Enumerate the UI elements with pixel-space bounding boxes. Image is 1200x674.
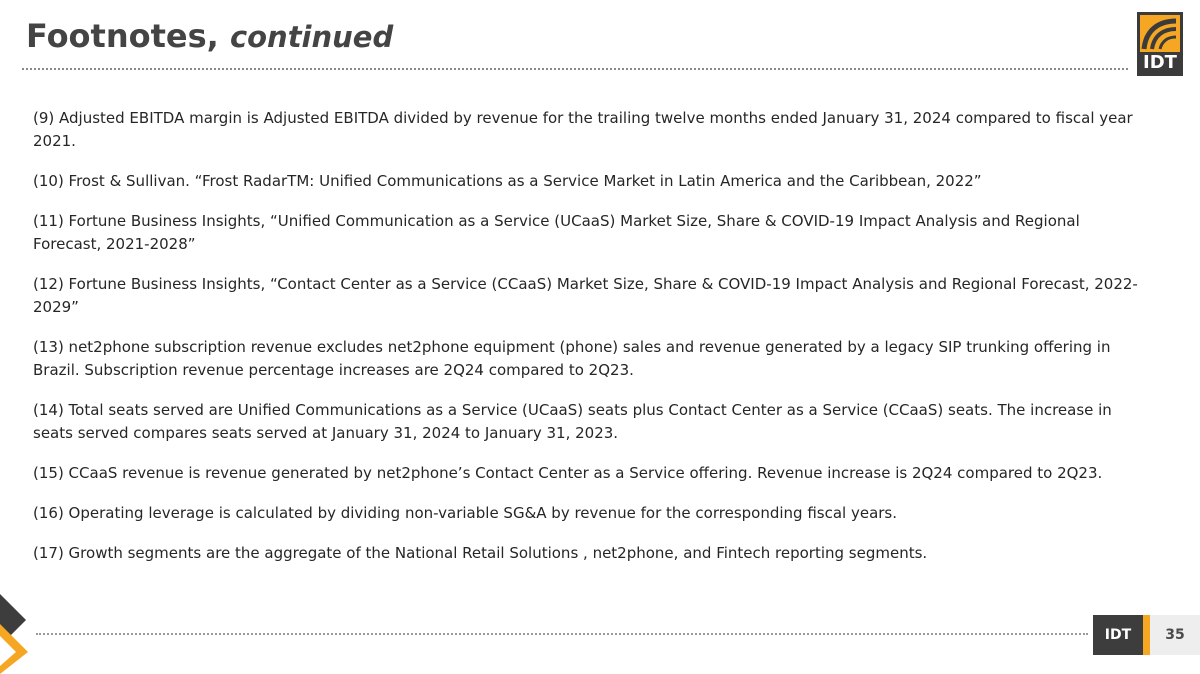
footnote-15: (15) CCaaS revenue is revenue generated by net2phone’s Contact Center as a Service offering. Revenue increase is 2Q24 compared to 2Q23. xyxy=(33,464,1103,482)
footnote-14: (14) Total seats served are Unified Communications as a Service (UCaaS) seats plus Contact Center as a Service (CCaaS) seats. The increase in seats served compares seats served at January 31, 2024 to January 31, 2023. xyxy=(33,401,1112,442)
footer-accent-bar xyxy=(1143,615,1150,655)
logo-text: IDT xyxy=(1143,52,1177,73)
footer-divider xyxy=(36,633,1088,635)
page-title xyxy=(26,14,393,59)
footer-brand-badge: IDT xyxy=(1093,615,1143,655)
footnote-17: (17) Growth segments are the aggregate of the National Retail Solutions , net2phone, and Fintech reporting segments. xyxy=(33,544,928,562)
footnote-12: (12) Fortune Business Insights, “Contact Center as a Service (CCaaS) Market Size, Share & COVID-19 Impact Analysis and Regional Forecast, 2022-2029” xyxy=(33,275,1138,316)
footnote-11: (11) Fortune Business Insights, “Unified Communication as a Service (UCaaS) Market Size, Share & COVID-19 Impact Analysis and Regional Forecast, 2021-2028” xyxy=(33,212,1080,253)
footnotes-list xyxy=(33,107,1143,582)
footnote-16: (16) Operating leverage is calculated by dividing non-variable SG&A by revenue for the corresponding fiscal years. xyxy=(33,504,898,522)
footnote-13: (13) net2phone subscription revenue excludes net2phone equipment (phone) sales and revenue generated by a legacy SIP trunking offering in Brazil. Subscription revenue percentage increases are 2Q24 compared to 2Q23. xyxy=(33,338,1111,379)
logo-emblem-icon xyxy=(1140,15,1180,52)
title-divider xyxy=(22,68,1128,70)
corner-chevron-decoration xyxy=(0,590,34,674)
page-number: 35 xyxy=(1150,615,1200,655)
title-continued: continued xyxy=(229,20,394,54)
footnote-10: (10) Frost & Sullivan. “Frost RadarTM: Unified Communications as a Service Market in Latin America and the Caribbean, 2022” xyxy=(33,172,982,190)
title-main: Footnotes, xyxy=(26,17,219,55)
idt-logo xyxy=(1137,12,1183,76)
footnote-9: (9) Adjusted EBITDA margin is Adjusted EBITDA divided by revenue for the trailing twelve months ended January 31, 2024 compared to fiscal year 2021. xyxy=(33,109,1133,150)
